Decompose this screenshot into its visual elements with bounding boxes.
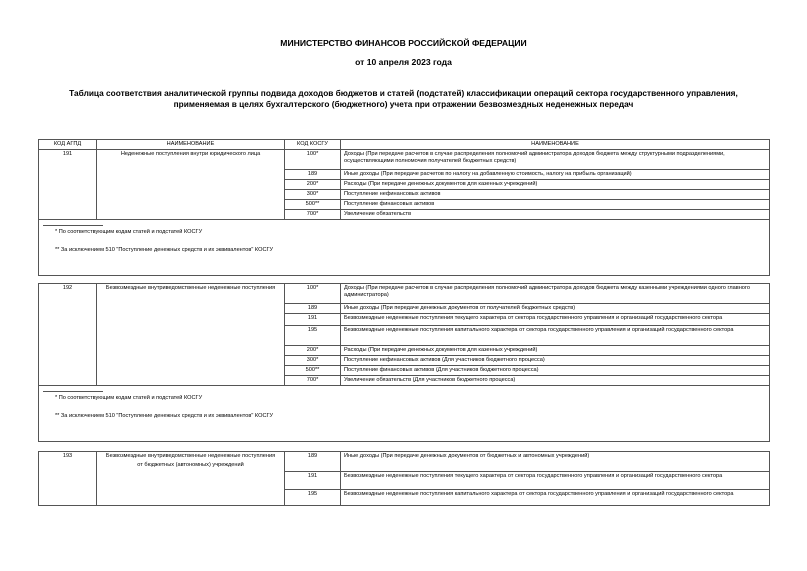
kosgu-code: 189 bbox=[285, 304, 341, 314]
group-spacer bbox=[39, 276, 770, 284]
kosgu-code: 300* bbox=[285, 356, 341, 366]
footnote-rule bbox=[43, 391, 103, 392]
kosgu-code: 189 bbox=[285, 170, 341, 180]
table-row bbox=[39, 284, 770, 304]
footnotes bbox=[39, 386, 770, 442]
document-date: от 10 апреля 2023 года bbox=[355, 57, 452, 67]
header-agpd-code: КОД АГПД bbox=[39, 140, 97, 150]
footnote-rule bbox=[43, 225, 103, 226]
kosgu-name: Иные доходы (При передаче денежных документов от получателей бюджетных средств) bbox=[341, 304, 770, 314]
footnote: ** За исключением 510 "Поступление денежных средств и их эквивалентов" КОСГУ bbox=[55, 247, 274, 253]
kosgu-code: 100* bbox=[285, 150, 341, 170]
kosgu-name: Поступление финансовых активов bbox=[341, 200, 770, 210]
kosgu-code: 100* bbox=[285, 284, 341, 304]
notes-row bbox=[39, 386, 770, 442]
table-title bbox=[0, 88, 807, 110]
kosgu-name: Доходы (При передаче расчетов в случае распределения полномочий администратора доходов бюджета между структурными подразделениями, осуществляющими полномочия получателей бюджетных средств) bbox=[341, 150, 770, 170]
agpd-name-text-2: от бюджетных (автономных) учреждений bbox=[137, 462, 244, 468]
kosgu-code: 700* bbox=[285, 376, 341, 386]
footnotes bbox=[39, 220, 770, 276]
footnote: ** За исключением 510 "Поступление денежных средств и их эквивалентов" КОСГУ bbox=[55, 413, 274, 419]
agpd-name-text: Неденежные поступления внутри юридического лица bbox=[120, 151, 261, 157]
kosgu-code: 200* bbox=[285, 180, 341, 190]
kosgu-code: 700* bbox=[285, 210, 341, 220]
kosgu-name: Поступление нефинансовых активов bbox=[341, 190, 770, 200]
header-name: НАИМЕНОВАНИЕ bbox=[97, 140, 285, 150]
spacer-cell bbox=[39, 442, 770, 452]
ministry-title: МИНИСТЕРСТВО ФИНАНСОВ РОССИЙСКОЙ ФЕДЕРАЦИИ bbox=[280, 38, 527, 48]
notes-row bbox=[39, 220, 770, 276]
agpd-code: 191 bbox=[39, 150, 97, 220]
agpd-code: 192 bbox=[39, 284, 97, 386]
agpd-name bbox=[97, 284, 285, 386]
kosgu-code: 300* bbox=[285, 190, 341, 200]
correspondence-table bbox=[38, 139, 770, 506]
kosgu-code: 500** bbox=[285, 200, 341, 210]
kosgu-name: Поступление нефинансовых активов (Для участников бюджетного процесса) bbox=[341, 356, 770, 366]
spacer-cell bbox=[39, 276, 770, 284]
kosgu-name: Расходы (При передаче денежных документов для казенных учреждений) bbox=[341, 180, 770, 190]
kosgu-code: 195 bbox=[285, 490, 341, 506]
kosgu-name: Иные доходы (При передаче денежных документов от бюджетных и автономных учреждений) bbox=[341, 452, 770, 472]
table-header-row bbox=[39, 140, 770, 150]
agpd-code: 193 bbox=[39, 452, 97, 506]
kosgu-code: 500** bbox=[285, 366, 341, 376]
header-kosgu-name: НАИМЕНОВАНИЕ bbox=[341, 140, 770, 150]
header-kosgu-code: КОД КОСГУ bbox=[285, 140, 341, 150]
table-row bbox=[39, 452, 770, 472]
kosgu-name: Иные доходы (При передаче расчетов по налогу на добавленную стоимость, налогу на прибыль организаций) bbox=[341, 170, 770, 180]
kosgu-name: Безвозмездные неденежные поступления капитального характера от сектора государственного управления и организаций государственного сектора bbox=[341, 326, 770, 346]
kosgu-name: Безвозмездные неденежные поступления текущего характера от сектора государственного управления и организаций государственного сектора bbox=[341, 472, 770, 490]
kosgu-name: Расходы (При передаче денежных документов для казенных учреждений) bbox=[341, 346, 770, 356]
table-title-line-2: применяемая в целях бухгалтерского (бюджетного) учета при отражении безвозмездных неденежных передач bbox=[173, 99, 634, 109]
agpd-name-text: Безвозмездные внутриведомственные неденежные поступления bbox=[105, 453, 276, 459]
kosgu-name: Безвозмездные неденежные поступления капитального характера от сектора государственного управления и организаций государственного сектора bbox=[341, 490, 770, 506]
footnote: * По соответствующим кодам статей и подстатей КОСГУ bbox=[55, 229, 203, 235]
table-row bbox=[39, 150, 770, 170]
footnote: * По соответствующим кодам статей и подстатей КОСГУ bbox=[55, 395, 203, 401]
kosgu-name: Безвозмездные неденежные поступления текущего характера от сектора государственного управления и организаций государственного сектора bbox=[341, 314, 770, 326]
agpd-name bbox=[97, 452, 285, 506]
kosgu-name: Увеличение обязательств (Для участников бюджетного процесса) bbox=[341, 376, 770, 386]
kosgu-name: Доходы (При передаче расчетов в случае распределения полномочий администратора доходов бюджета между казенными учреждениями одного главного администратора) bbox=[341, 284, 770, 304]
kosgu-name: Поступление финансовых активов (Для участников бюджетного процесса) bbox=[341, 366, 770, 376]
kosgu-code: 191 bbox=[285, 472, 341, 490]
agpd-name-text: Безвозмездные внутриведомственные неденежные поступления bbox=[105, 285, 276, 291]
kosgu-name: Увеличение обязательств bbox=[341, 210, 770, 220]
kosgu-code: 191 bbox=[285, 314, 341, 326]
kosgu-code: 195 bbox=[285, 326, 341, 346]
agpd-name bbox=[97, 150, 285, 220]
kosgu-code: 189 bbox=[285, 452, 341, 472]
kosgu-code: 200* bbox=[285, 346, 341, 356]
table-title-line-1: Таблица соответствия аналитической группы подвида доходов бюджетов и статей (подстатей) классификации операций сектора государственного управления, bbox=[69, 88, 738, 98]
group-spacer bbox=[39, 442, 770, 452]
